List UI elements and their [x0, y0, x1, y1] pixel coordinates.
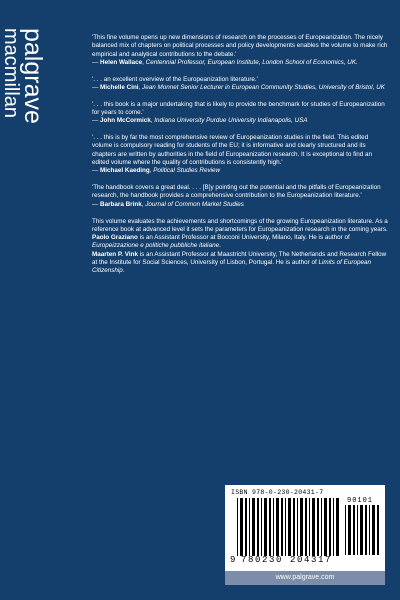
bio-end: . [219, 242, 221, 250]
barcode-bar [245, 498, 247, 556]
publisher-logo [0, 26, 85, 146]
quote-attribution: — Helen Wallace, Centennial Professor, European Institute, London School of Economics, UK. [92, 58, 358, 66]
reviewer-name: Michelle Cini [100, 83, 139, 91]
barcode-bar [297, 498, 298, 556]
barcode-bar [309, 498, 310, 556]
barcode-bar [360, 505, 363, 555]
barcode-bar [300, 498, 303, 556]
barcode-addon-number: 90101 [347, 497, 374, 505]
bio-end: . [122, 267, 125, 275]
barcode-bar [369, 505, 370, 555]
quote-text: '. . . this is by far the most comprehensive review of Europeanization studies in the field. This edited volume is compulsory reading for students of the EU; it is informative and clearly structured and its chapters are written by authorities in the field of Europeanization research. It is exceptional to find an edited volume where the quality of contributions is consistently high.' [92, 134, 373, 167]
author-book-title: Limits of European Citizenship [92, 259, 371, 275]
review-quote-4 [92, 134, 388, 175]
quote-attribution: — Michelle Cini, Jean Monnet Senior Lecturer in European Community Studies, University of Bristol, UK [92, 83, 385, 91]
barcode-bar [353, 505, 355, 555]
back-cover-text [92, 34, 388, 276]
barcode-bar [321, 498, 322, 556]
website-url[interactable]: www.palgrave.com [225, 571, 385, 585]
reviewer-role: Political Studies Review [153, 167, 221, 175]
reviewer-role: Centennial Professor, European Institute, London School of Economics, UK. [145, 58, 358, 66]
barcode-bar [273, 498, 274, 556]
quote-text: '. . . an excellent overview of the Europeanization literature.' [92, 75, 258, 83]
barcode-bar [336, 498, 339, 556]
barcode-bar [237, 498, 238, 556]
review-quote-5 [92, 184, 388, 209]
barcode-bar [357, 505, 358, 555]
barcode-bar [312, 498, 315, 556]
barcode-bar [293, 498, 295, 556]
barcode-bar [324, 498, 327, 556]
barcode-bar [257, 498, 259, 556]
barcode-bar [365, 505, 367, 555]
barcode-bar [329, 498, 331, 556]
barcode-bar [252, 498, 255, 556]
quote-attribution: — John McCormick, Indiana University Purdue University Indianapolis, USA [92, 117, 308, 125]
isbn-label: ISBN 978-0-230-20431-7 [231, 489, 324, 496]
author-book-title: Europeizzazione e politiche pubbliche italiane [92, 242, 220, 250]
barcode-bar [372, 505, 375, 555]
author-bio-2 [92, 251, 388, 276]
quote-attribution: — Michael Kaeding, Political Studies Review [92, 167, 221, 175]
reviewer-name: Barbara Brink [100, 200, 142, 208]
book-description: This volume evaluates the achievements and shortcomings of the growing Europeanization literature. As a reference book at advanced level it sets the parameters for Europeanization research in the coming years. [92, 217, 388, 233]
quote-text: 'This fine volume opens up new dimensions of research on the processes of Europeanization. The nicely balanced mix of chapters on political processes and policy developments enables the volume to make rich empirical and analytical contributions to the debate.' [92, 34, 388, 58]
barcode-bar [345, 505, 346, 555]
author-bio-1 [92, 234, 388, 251]
ean-digits: 780230 204317 [241, 555, 333, 565]
barcode-bar [249, 498, 250, 556]
reviewer-role: Indiana University Purdue University Indianapolis, USA [154, 117, 308, 125]
review-quote-2 [92, 76, 388, 93]
review-quote-1 [92, 34, 388, 67]
barcode-bar [264, 498, 267, 556]
barcode-bar [333, 498, 334, 556]
barcode-bar [285, 498, 286, 556]
reviewer-name: Michael Kaeding [100, 167, 150, 175]
quote-text: '. . . this book is a major undertaking that is likely to provide the benchmark for studies of Europeanization for years to come.' [92, 100, 385, 117]
barcode-bars [237, 498, 341, 556]
barcode-bar [305, 498, 307, 556]
barcode-bar [269, 498, 271, 556]
reviewer-role: Journal of Common Market Studies [145, 200, 244, 208]
review-quote-3 [92, 101, 388, 126]
barcode-bar [377, 505, 379, 555]
isbn-barcode [225, 485, 385, 571]
barcode-bar [317, 498, 319, 556]
publisher-name-line1: palgrave [19, 28, 47, 124]
barcode-addon-bars [345, 505, 379, 555]
barcode-bar [276, 498, 279, 556]
reviewer-name: Helen Wallace [100, 58, 143, 66]
barcode-bar [240, 498, 243, 556]
author-bio-text: is an Assistant Professor at Maastricht University, The Netherlands and Research Fellow at the Institute for Social Sciences, University of Lisbon, Portugal. He is author of [92, 250, 387, 267]
ean-first-digit: 9 [230, 555, 236, 565]
author-bio-text: is an Assistant Professor at Bocconi University, Milano, Italy. He is author of [137, 234, 350, 242]
barcode-bar [261, 498, 262, 556]
quote-text: 'The handbook covers a great deal. . . . [B]y pointing out the potential and the pitfalls of Europeanization research, the handbook provides a comprehensive contribution to the Europeanization literature.' [92, 184, 381, 200]
barcode-bar [281, 498, 283, 556]
author-name: Maarten P. Vink [92, 250, 138, 258]
publisher-name-line2: macmillan [0, 28, 22, 119]
barcode-bar [348, 505, 351, 555]
reviewer-name: John McCormick [100, 117, 151, 125]
author-name: Paolo Graziano [92, 234, 138, 242]
quote-attribution: — Barbara Brink, Journal of Common Market Studies [92, 200, 244, 208]
barcode-bar [288, 498, 291, 556]
reviewer-role: Jean Monnet Senior Lecturer in European Community Studies, University of Bristol, UK [142, 83, 385, 91]
